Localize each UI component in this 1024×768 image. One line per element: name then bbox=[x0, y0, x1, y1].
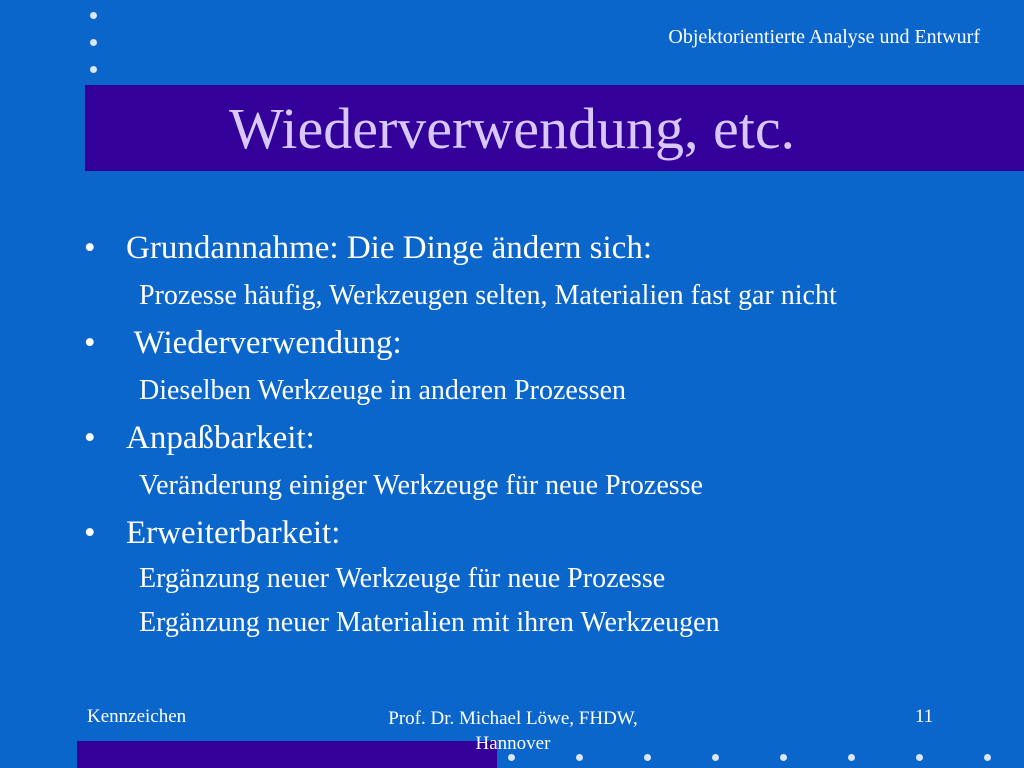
sub-bullet: Ergänzung neuer Werkzeuge für neue Prozesse bbox=[139, 563, 666, 594]
sub-bullet: Prozesse häufig, Werkzeugen selten, Materialien fast gar nicht bbox=[139, 280, 837, 311]
sub-bullet: Dieselben Werkzeuge in anderen Prozessen bbox=[139, 375, 627, 406]
footer-author-line1: Prof. Dr. Michael Löwe, FHDW, bbox=[388, 708, 638, 729]
footer-author bbox=[363, 706, 663, 756]
dot bbox=[780, 754, 787, 761]
footer-left-label: Kennzeichen bbox=[87, 706, 187, 727]
dot bbox=[848, 754, 855, 761]
slide-title: Wiederverwendung, etc. bbox=[228, 96, 796, 161]
bullet-item bbox=[84, 320, 1014, 367]
sub-bullet: Ergänzung neuer Materialien mit ihren Werkzeugen bbox=[139, 607, 720, 638]
dot bbox=[984, 754, 991, 761]
course-title: Objektorientierte Analyse und Entwurf bbox=[668, 26, 980, 48]
bullet-marker: • bbox=[84, 325, 96, 361]
dot bbox=[712, 754, 719, 761]
dot bbox=[90, 39, 97, 46]
decorative-vertical-dots bbox=[90, 12, 98, 93]
bullet-item bbox=[84, 225, 1014, 272]
dot bbox=[644, 754, 651, 761]
sub-bullet: Veränderung einiger Werkzeuge für neue Prozesse bbox=[139, 470, 703, 501]
bullet-item bbox=[84, 415, 1014, 462]
bullet-marker: • bbox=[84, 230, 96, 266]
dot bbox=[90, 12, 97, 19]
dot bbox=[576, 754, 583, 761]
dot bbox=[508, 754, 515, 761]
bullet-text: Erweiterbarkeit: bbox=[126, 515, 341, 551]
bullet-marker: • bbox=[84, 515, 96, 551]
footer-author-line2: Hannover bbox=[475, 733, 551, 754]
bullet-marker: • bbox=[84, 420, 96, 456]
bullet-text: Grundannahme: Die Dinge ändern sich: bbox=[126, 230, 653, 266]
dot bbox=[90, 66, 97, 73]
dot bbox=[916, 754, 923, 761]
bullet-list bbox=[84, 225, 1014, 645]
decorative-horizontal-dots bbox=[508, 754, 1008, 764]
bullet-text: Wiederverwendung: bbox=[126, 325, 402, 361]
page-number: 11 bbox=[915, 706, 934, 727]
bullet-text: Anpaßbarkeit: bbox=[126, 420, 315, 456]
bullet-item bbox=[84, 510, 1014, 557]
